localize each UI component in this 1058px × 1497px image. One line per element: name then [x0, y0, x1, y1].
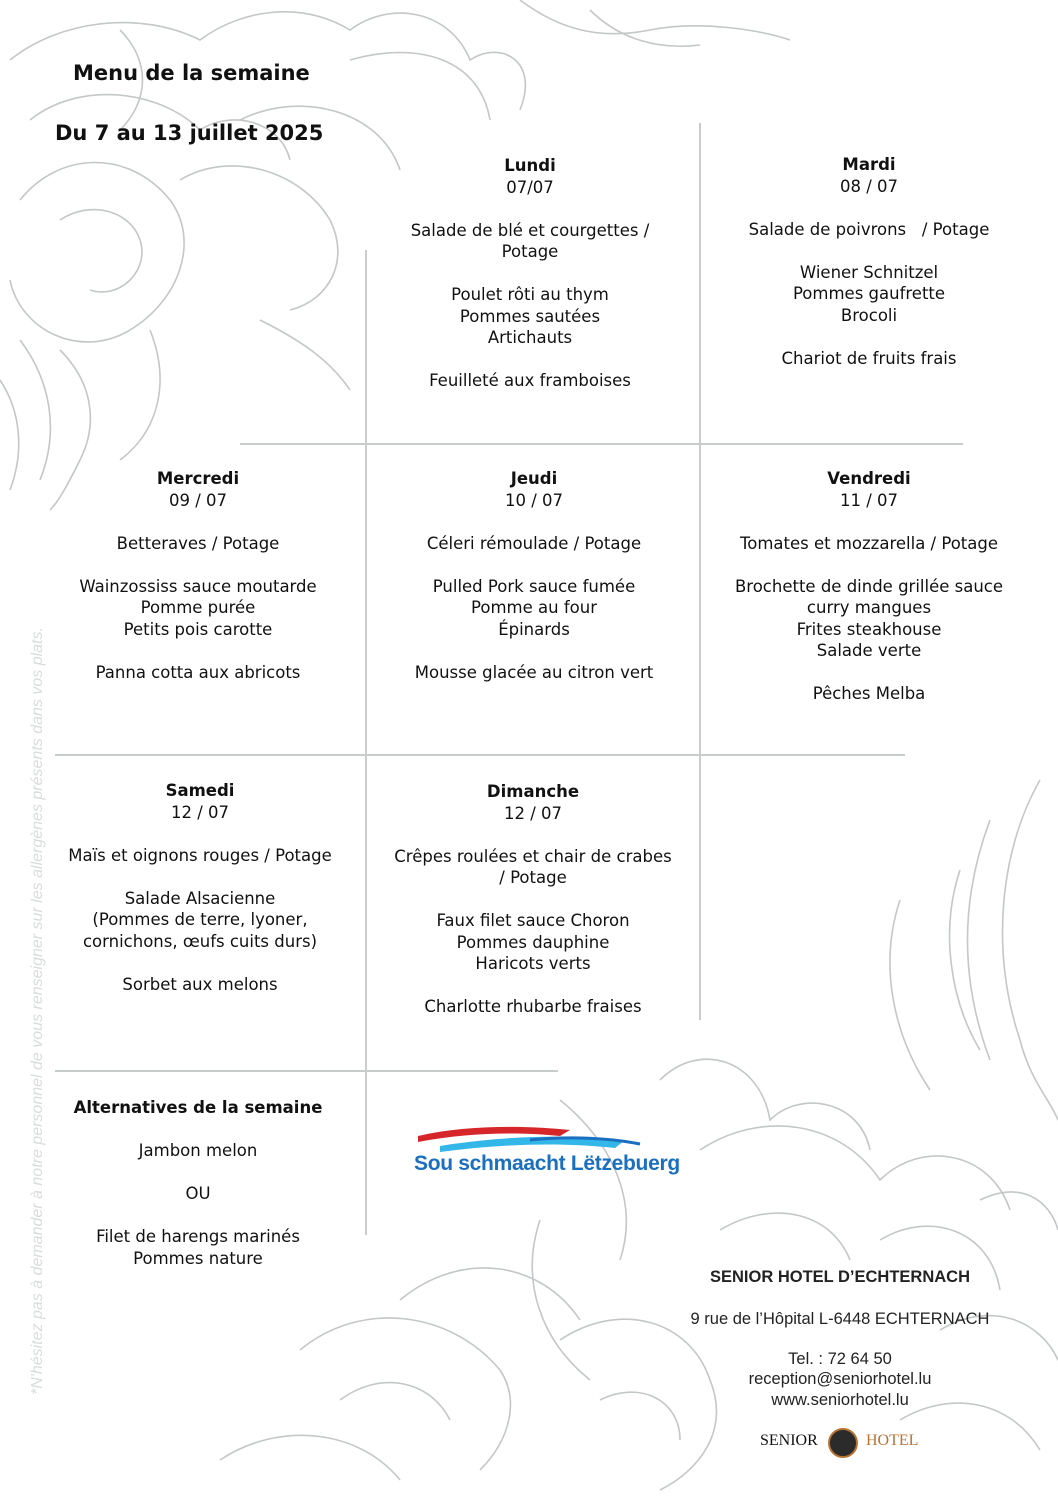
allergen-side-note: *N'hésitez pas à demander à notre personnel de vous renseigner sur les allergènes présents dans vos plats. [29, 627, 46, 1395]
day-date: 07/07 [506, 177, 554, 197]
menu-line: / Potage [499, 868, 567, 887]
date-range: Du 7 au 13 juillet 2025 [55, 121, 324, 145]
hotel-address: 9 rue de l’Hôpital L-6448 ECHTERNACH [690, 1310, 990, 1328]
menu-line: Filet de harengs marinés [96, 1227, 300, 1246]
day-cell-mercredi [50, 468, 346, 683]
day-cell-dimanche [378, 781, 688, 1018]
menu-line: curry mangues [806, 598, 932, 617]
day-name: Mardi [842, 155, 896, 174]
menu-line: Pommes gaufrette [792, 284, 946, 303]
menu-line: Brochette de dinde grillée sauce [734, 576, 1004, 596]
logo-swoosh-icon [410, 1122, 660, 1152]
hotel-website: www.seniorhotel.lu [771, 1391, 909, 1409]
grid-divider [365, 250, 367, 1235]
menu-line: Poulet rôti au thym [451, 285, 609, 304]
grid-divider [699, 123, 701, 1020]
menu-line: Pommes sautées [459, 306, 601, 326]
menu-line: Épinards [498, 619, 570, 639]
menu-line: Artichauts [487, 328, 573, 347]
menu-line: Salade verte [816, 641, 922, 660]
hotel-phone: Tel. : 72 64 50 [788, 1350, 892, 1368]
menu-line: Frites steakhouse [796, 619, 942, 639]
menu-line: (Pommes de terre, lyoner, [92, 910, 308, 929]
menu-line: Pulled Pork sauce fumée [432, 576, 636, 596]
day-date: 12 / 07 [503, 803, 563, 823]
menu-line: Mousse glacée au citron vert [414, 662, 654, 682]
hotel-name: SENIOR HOTEL D’ECHTERNACH [709, 1268, 971, 1286]
menu-line: Panna cotta aux abricots [95, 662, 301, 682]
logo-word-senior: SENIOR [760, 1432, 818, 1449]
day-cell-lundi [380, 155, 680, 392]
menu-line: Crêpes roulées et chair de crabes [394, 846, 672, 866]
grid-divider [55, 1070, 558, 1072]
menu-line: Pommes nature [133, 1248, 263, 1268]
day-cell-mardi [719, 154, 1019, 369]
menu-line: Wainzossiss sauce moutarde [79, 576, 317, 596]
grid-divider [240, 443, 963, 445]
menu-line: Jambon melon [138, 1141, 258, 1160]
page-title: Menu de la semaine [73, 61, 310, 85]
menu-line: Wiener Schnitzel [799, 262, 939, 282]
menu-line: Betteraves / Potage [116, 533, 280, 553]
day-date: 09 / 07 [168, 490, 228, 510]
menu-line: Chariot de fruits frais [781, 348, 957, 368]
grid-divider [55, 754, 905, 756]
menu-line: Charlotte rhubarbe fraises [424, 997, 642, 1016]
day-cell-jeudi [384, 468, 684, 683]
day-date: 08 / 07 [839, 176, 899, 196]
logo-text: Sou schmaacht Lëtzebuerg [414, 1152, 680, 1175]
menu-line: OU [185, 1184, 211, 1203]
day-date: 10 / 07 [504, 490, 564, 510]
day-cell-samedi [50, 780, 350, 995]
menu-line: Potage [501, 242, 559, 261]
menu-line: Feuilleté aux framboises [429, 371, 631, 390]
sou-schmaacht-letzebuerg-logo [410, 1122, 680, 1182]
menu-line: Sorbet aux melons [122, 974, 278, 994]
menu-line: Petits pois carotte [123, 619, 273, 639]
day-name: Dimanche [486, 782, 580, 801]
menu-line: Tomates et mozzarella / Potage [739, 533, 999, 553]
menu-line: Salade Alsacienne [124, 888, 276, 908]
menu-line: Salade de blé et courgettes / [410, 220, 650, 240]
day-date: 11 / 07 [839, 490, 899, 510]
day-date: 12 / 07 [170, 802, 230, 822]
menu-line: Pêches Melba [812, 684, 926, 703]
alternatives-title: Alternatives de la semaine [73, 1098, 323, 1117]
menu-line: Maïs et oignons rouges / Potage [68, 845, 332, 865]
hotel-email: reception@seniorhotel.lu [748, 1370, 932, 1388]
menu-line: cornichons, œufs cuits durs) [82, 931, 318, 951]
menu-line: Céleri rémoulade / Potage [426, 533, 642, 553]
menu-line: Pomme purée [140, 598, 256, 617]
menu-line: Faux filet sauce Choron [436, 911, 630, 930]
day-name: Jeudi [510, 469, 558, 488]
day-cell-vendredi [712, 468, 1026, 705]
menu-line: Salade de poivrons / Potage [748, 219, 990, 239]
senior-hotel-logo [760, 1428, 930, 1458]
menu-line: Brocoli [840, 305, 898, 325]
day-name: Lundi [504, 156, 556, 175]
logo-word-hotel: HOTEL [866, 1432, 919, 1449]
menu-line: Pomme au four [471, 598, 597, 617]
menu-line: Pommes dauphine [456, 932, 610, 952]
alternatives-cell [50, 1097, 346, 1269]
menu-line: Haricots verts [475, 954, 591, 973]
day-name: Mercredi [156, 469, 240, 488]
hotel-emblem-icon [828, 1428, 858, 1458]
day-name: Vendredi [827, 469, 911, 488]
day-name: Samedi [165, 781, 235, 800]
